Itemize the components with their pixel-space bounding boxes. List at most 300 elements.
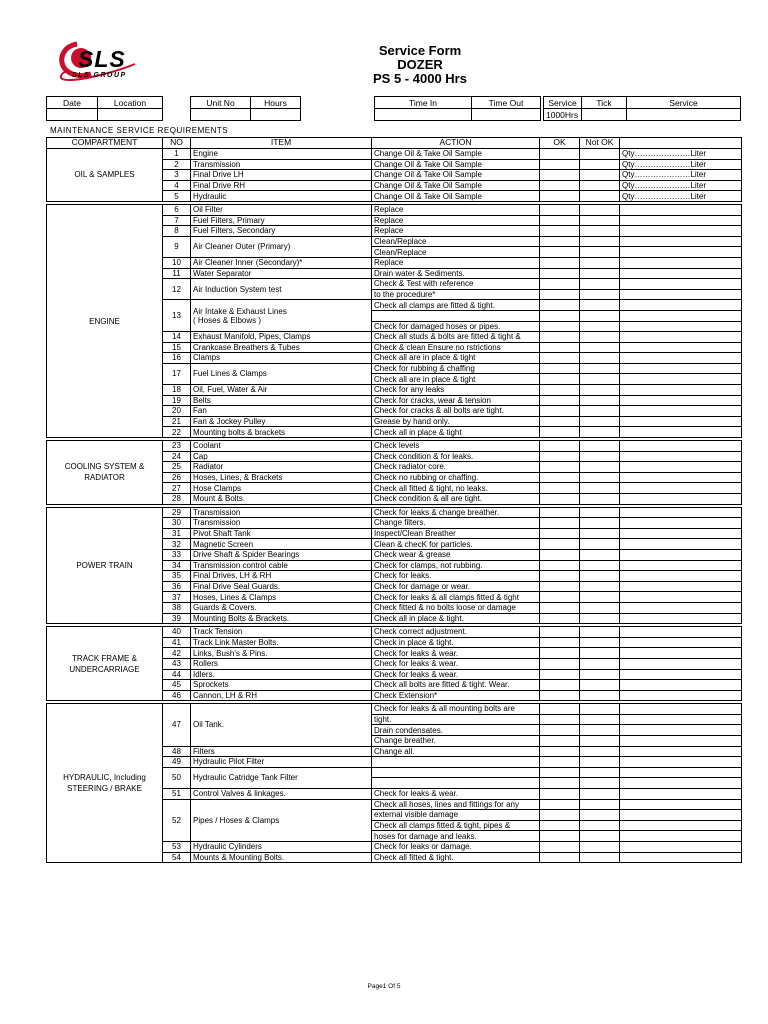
remarks-cell[interactable] bbox=[620, 680, 742, 691]
item-number: 22 bbox=[163, 427, 191, 438]
ok-checkbox[interactable] bbox=[540, 627, 580, 638]
ok-checkbox[interactable] bbox=[540, 494, 580, 505]
remarks-cell[interactable] bbox=[620, 820, 742, 831]
not-ok-checkbox[interactable] bbox=[580, 427, 620, 438]
not-ok-checkbox[interactable] bbox=[580, 416, 620, 427]
not-ok-checkbox[interactable] bbox=[580, 669, 620, 680]
ok-checkbox[interactable] bbox=[540, 226, 580, 237]
service2-field[interactable] bbox=[627, 109, 741, 121]
remarks-cell[interactable] bbox=[620, 374, 742, 385]
item-number: 18 bbox=[163, 385, 191, 396]
remarks-cell[interactable] bbox=[620, 778, 742, 789]
ok-checkbox[interactable] bbox=[540, 571, 580, 582]
remarks-cell[interactable] bbox=[620, 539, 742, 550]
ok-checkbox[interactable] bbox=[540, 637, 580, 648]
not-ok-checkbox[interactable] bbox=[580, 257, 620, 268]
ok-checkbox[interactable] bbox=[540, 518, 580, 529]
not-ok-checkbox[interactable] bbox=[580, 159, 620, 170]
ok-checkbox[interactable] bbox=[540, 842, 580, 853]
not-ok-checkbox[interactable] bbox=[580, 300, 620, 311]
action-cell: Drain condensates. bbox=[372, 725, 540, 736]
item-number: 30 bbox=[163, 518, 191, 529]
item-number: 17 bbox=[163, 363, 191, 384]
ok-checkbox[interactable] bbox=[540, 342, 580, 353]
compartment-cell: ENGINE bbox=[47, 204, 163, 437]
item-name: Air Intake & Exhaust Lines ( Hoses & Elbows ) bbox=[191, 300, 372, 332]
not-ok-checkbox[interactable] bbox=[580, 332, 620, 343]
action-cell: Clean/Replace bbox=[372, 236, 540, 247]
not-ok-checkbox[interactable] bbox=[580, 602, 620, 613]
not-ok-checkbox[interactable] bbox=[580, 180, 620, 191]
not-ok-checkbox[interactable] bbox=[580, 820, 620, 831]
ok-checkbox[interactable] bbox=[540, 472, 580, 483]
item-name: Air Cleaner Inner (Secondary)* bbox=[191, 257, 372, 268]
qty-liter-field[interactable]: Qty…………………Liter bbox=[620, 180, 742, 191]
not-ok-checkbox[interactable] bbox=[580, 363, 620, 374]
remarks-cell[interactable] bbox=[620, 226, 742, 237]
ok-checkbox[interactable] bbox=[540, 483, 580, 494]
remarks-cell[interactable] bbox=[620, 767, 742, 778]
ok-checkbox[interactable] bbox=[540, 427, 580, 438]
item-name: Hoses, Lines & Clamps bbox=[191, 592, 372, 603]
ok-checkbox[interactable] bbox=[540, 236, 580, 247]
item-number: 25 bbox=[163, 462, 191, 473]
action-cell bbox=[372, 778, 540, 789]
ok-checkbox[interactable] bbox=[540, 353, 580, 364]
ok-checkbox[interactable] bbox=[540, 658, 580, 669]
action-cell: to the procedure* bbox=[372, 289, 540, 300]
service-tick-table bbox=[543, 96, 741, 121]
item-number: 52 bbox=[163, 799, 191, 841]
qty-liter-field[interactable]: Qty…………………Liter bbox=[620, 191, 742, 202]
ok-checkbox[interactable] bbox=[540, 736, 580, 747]
remarks-cell[interactable] bbox=[620, 571, 742, 582]
not-ok-checkbox[interactable] bbox=[580, 191, 620, 202]
remarks-cell[interactable] bbox=[620, 658, 742, 669]
ok-checkbox[interactable] bbox=[540, 149, 580, 160]
hours-field[interactable] bbox=[251, 109, 301, 121]
action-cell: Grease by hand only. bbox=[372, 416, 540, 427]
not-ok-checkbox[interactable] bbox=[580, 592, 620, 603]
maintenance-table bbox=[46, 137, 742, 863]
action-cell: Check all clamps are fitted & tight. bbox=[372, 300, 540, 311]
ok-checkbox[interactable] bbox=[540, 363, 580, 374]
ok-checkbox[interactable] bbox=[540, 247, 580, 258]
ok-checkbox[interactable] bbox=[540, 191, 580, 202]
remarks-cell[interactable] bbox=[620, 300, 742, 311]
item-name: Mounting bolts & brackets bbox=[191, 427, 372, 438]
item-number: 36 bbox=[163, 581, 191, 592]
remarks-cell[interactable] bbox=[620, 236, 742, 247]
remarks-cell[interactable] bbox=[620, 363, 742, 374]
service-level: PS 5 - 4000 Hrs bbox=[373, 71, 467, 86]
not-ok-checkbox[interactable] bbox=[580, 472, 620, 483]
item-name: Oil Tank. bbox=[191, 704, 372, 746]
remarks-cell[interactable] bbox=[620, 353, 742, 364]
remarks-cell[interactable] bbox=[620, 560, 742, 571]
no-header: NO bbox=[163, 138, 191, 149]
remarks-cell[interactable] bbox=[620, 416, 742, 427]
remarks-cell[interactable] bbox=[620, 385, 742, 396]
time-in-header: Time In bbox=[375, 97, 472, 109]
not-ok-checkbox[interactable] bbox=[580, 571, 620, 582]
ok-checkbox[interactable] bbox=[540, 528, 580, 539]
not-ok-checkbox[interactable] bbox=[580, 528, 620, 539]
not-ok-checkbox[interactable] bbox=[580, 757, 620, 768]
remarks-cell[interactable] bbox=[620, 725, 742, 736]
time-table bbox=[374, 96, 541, 121]
remarks-cell[interactable] bbox=[620, 528, 742, 539]
action-cell: Check for damaged hoses or pipes. bbox=[372, 321, 540, 332]
item-header: ITEM bbox=[191, 138, 372, 149]
remarks-cell[interactable] bbox=[620, 757, 742, 768]
service-header: Service bbox=[544, 97, 582, 109]
remarks-cell[interactable] bbox=[620, 247, 742, 258]
remarks-cell[interactable] bbox=[620, 332, 742, 343]
item-number: 26 bbox=[163, 472, 191, 483]
not-ok-checkbox[interactable] bbox=[580, 279, 620, 290]
ok-checkbox[interactable] bbox=[540, 539, 580, 550]
item-name: Mounting Bolts & Brackets. bbox=[191, 613, 372, 624]
ok-checkbox[interactable] bbox=[540, 215, 580, 226]
ok-checkbox[interactable] bbox=[540, 385, 580, 396]
action-cell: Check for cracks & all bolts are tight. bbox=[372, 406, 540, 417]
not-ok-checkbox[interactable] bbox=[580, 581, 620, 592]
item-name: Transmission bbox=[191, 507, 372, 518]
remarks-cell[interactable] bbox=[620, 736, 742, 747]
ok-checkbox[interactable] bbox=[540, 690, 580, 701]
not-ok-checkbox[interactable] bbox=[580, 310, 620, 321]
not-ok-checkbox[interactable] bbox=[580, 406, 620, 417]
item-number: 48 bbox=[163, 746, 191, 757]
not-ok-checkbox[interactable] bbox=[580, 226, 620, 237]
action-cell: Check for leaks or damage. bbox=[372, 842, 540, 853]
not-ok-checkbox[interactable] bbox=[580, 778, 620, 789]
ok-checkbox[interactable] bbox=[540, 507, 580, 518]
form-title: Service Form bbox=[378, 43, 462, 58]
not-ok-checkbox[interactable] bbox=[580, 342, 620, 353]
item-name: Final Drive LH bbox=[191, 170, 372, 181]
not-ok-checkbox[interactable] bbox=[580, 353, 620, 364]
item-name: Transmission bbox=[191, 159, 372, 170]
qty-liter-field[interactable]: Qty…………………Liter bbox=[620, 159, 742, 170]
item-number: 33 bbox=[163, 549, 191, 560]
not-ok-checkbox[interactable] bbox=[580, 374, 620, 385]
remarks-cell[interactable] bbox=[620, 799, 742, 810]
not-ok-checkbox[interactable] bbox=[580, 704, 620, 715]
remarks-header bbox=[620, 138, 742, 149]
item-name: Crankcase Breathers & Tubes bbox=[191, 342, 372, 353]
remarks-cell[interactable] bbox=[620, 842, 742, 853]
action-cell: Check & Test with reference bbox=[372, 279, 540, 290]
not-ok-checkbox[interactable] bbox=[580, 321, 620, 332]
remarks-cell[interactable] bbox=[620, 257, 742, 268]
not-ok-checkbox[interactable] bbox=[580, 627, 620, 638]
compartment-cell: POWER TRAIN bbox=[47, 507, 163, 624]
not-ok-checkbox[interactable] bbox=[580, 560, 620, 571]
item-name: Pivot Shaft Tank bbox=[191, 528, 372, 539]
unit-no-field[interactable] bbox=[191, 109, 251, 121]
action-cell: Check all fitted & tight, no leaks. bbox=[372, 483, 540, 494]
remarks-cell[interactable] bbox=[620, 215, 742, 226]
action-cell: Check all in place & tight. bbox=[372, 613, 540, 624]
remarks-cell[interactable] bbox=[620, 441, 742, 452]
not-ok-checkbox[interactable] bbox=[580, 518, 620, 529]
not-ok-checkbox[interactable] bbox=[580, 385, 620, 396]
not-ok-checkbox[interactable] bbox=[580, 658, 620, 669]
item-number: 51 bbox=[163, 789, 191, 800]
item-name: Hydraulic Cylinders bbox=[191, 842, 372, 853]
table-row bbox=[47, 204, 742, 215]
remarks-cell[interactable] bbox=[620, 581, 742, 592]
item-number: 15 bbox=[163, 342, 191, 353]
ok-checkbox[interactable] bbox=[540, 332, 580, 343]
not-ok-header: Not OK bbox=[580, 138, 620, 149]
not-ok-checkbox[interactable] bbox=[580, 149, 620, 160]
remarks-cell[interactable] bbox=[620, 704, 742, 715]
item-name: Guards & Covers. bbox=[191, 602, 372, 613]
item-number: 23 bbox=[163, 441, 191, 452]
remarks-cell[interactable] bbox=[620, 637, 742, 648]
qty-liter-field[interactable]: Qty…………………Liter bbox=[620, 170, 742, 181]
not-ok-checkbox[interactable] bbox=[580, 507, 620, 518]
qty-liter-field[interactable]: Qty…………………Liter bbox=[620, 149, 742, 160]
ok-checkbox[interactable] bbox=[540, 374, 580, 385]
not-ok-checkbox[interactable] bbox=[580, 613, 620, 624]
action-header: ACTION bbox=[372, 138, 540, 149]
remarks-cell[interactable] bbox=[620, 518, 742, 529]
not-ok-checkbox[interactable] bbox=[580, 725, 620, 736]
remarks-cell[interactable] bbox=[620, 321, 742, 332]
ok-checkbox[interactable] bbox=[540, 268, 580, 279]
not-ok-checkbox[interactable] bbox=[580, 483, 620, 494]
item-number: 53 bbox=[163, 842, 191, 853]
remarks-cell[interactable] bbox=[620, 310, 742, 321]
remarks-cell[interactable] bbox=[620, 204, 742, 215]
item-number: 42 bbox=[163, 648, 191, 659]
date-header: Date bbox=[47, 97, 98, 109]
action-cell: Check correct adjustment. bbox=[372, 627, 540, 638]
ok-checkbox[interactable] bbox=[540, 321, 580, 332]
remarks-cell[interactable] bbox=[620, 342, 742, 353]
remarks-cell[interactable] bbox=[620, 279, 742, 290]
logo-text: SLS bbox=[78, 46, 126, 72]
not-ok-checkbox[interactable] bbox=[580, 799, 620, 810]
ok-checkbox[interactable] bbox=[540, 581, 580, 592]
item-name: Transmission bbox=[191, 518, 372, 529]
ok-checkbox[interactable] bbox=[540, 714, 580, 725]
ok-checkbox[interactable] bbox=[540, 159, 580, 170]
not-ok-checkbox[interactable] bbox=[580, 451, 620, 462]
not-ok-checkbox[interactable] bbox=[580, 170, 620, 181]
remarks-cell[interactable] bbox=[620, 714, 742, 725]
ok-checkbox[interactable] bbox=[540, 602, 580, 613]
not-ok-checkbox[interactable] bbox=[580, 690, 620, 701]
item-number: 47 bbox=[163, 704, 191, 746]
action-cell: Replace bbox=[372, 257, 540, 268]
remarks-cell[interactable] bbox=[620, 549, 742, 560]
remarks-cell[interactable] bbox=[620, 669, 742, 680]
item-name: Air Cleaner Outer (Primary) bbox=[191, 236, 372, 257]
not-ok-checkbox[interactable] bbox=[580, 746, 620, 757]
location-field[interactable] bbox=[98, 109, 163, 121]
remarks-cell[interactable] bbox=[620, 395, 742, 406]
not-ok-checkbox[interactable] bbox=[580, 714, 620, 725]
ok-checkbox[interactable] bbox=[540, 441, 580, 452]
item-number: 5 bbox=[163, 191, 191, 202]
not-ok-checkbox[interactable] bbox=[580, 395, 620, 406]
ok-checkbox[interactable] bbox=[540, 289, 580, 300]
ok-checkbox[interactable] bbox=[540, 416, 580, 427]
remarks-cell[interactable] bbox=[620, 268, 742, 279]
remarks-cell[interactable] bbox=[620, 746, 742, 757]
remarks-cell[interactable] bbox=[620, 472, 742, 483]
remarks-cell[interactable] bbox=[620, 427, 742, 438]
ok-checkbox[interactable] bbox=[540, 204, 580, 215]
item-name: Cannon, LH & RH bbox=[191, 690, 372, 701]
item-number: 1 bbox=[163, 149, 191, 160]
ok-checkbox[interactable] bbox=[540, 789, 580, 800]
remarks-cell[interactable] bbox=[620, 451, 742, 462]
action-cell: Check all fitted & tight. bbox=[372, 852, 540, 863]
remarks-cell[interactable] bbox=[620, 483, 742, 494]
ok-checkbox[interactable] bbox=[540, 680, 580, 691]
item-name: Hose Clamps bbox=[191, 483, 372, 494]
not-ok-checkbox[interactable] bbox=[580, 539, 620, 550]
ok-checkbox[interactable] bbox=[540, 451, 580, 462]
action-cell: Replace bbox=[372, 204, 540, 215]
ok-checkbox[interactable] bbox=[540, 180, 580, 191]
remarks-cell[interactable] bbox=[620, 613, 742, 624]
item-number: 35 bbox=[163, 571, 191, 582]
ok-checkbox[interactable] bbox=[540, 257, 580, 268]
remarks-cell[interactable] bbox=[620, 494, 742, 505]
not-ok-checkbox[interactable] bbox=[580, 236, 620, 247]
table-row bbox=[47, 704, 742, 715]
remarks-cell[interactable] bbox=[620, 602, 742, 613]
ok-checkbox[interactable] bbox=[540, 746, 580, 757]
ok-checkbox[interactable] bbox=[540, 778, 580, 789]
item-name: Fuel Lines & Clamps bbox=[191, 363, 372, 384]
ok-checkbox[interactable] bbox=[540, 549, 580, 560]
not-ok-checkbox[interactable] bbox=[580, 680, 620, 691]
ok-checkbox[interactable] bbox=[540, 592, 580, 603]
ok-checkbox[interactable] bbox=[540, 648, 580, 659]
not-ok-checkbox[interactable] bbox=[580, 441, 620, 452]
ok-checkbox[interactable] bbox=[540, 310, 580, 321]
time-out-header: Time Out bbox=[472, 97, 541, 109]
remarks-cell[interactable] bbox=[620, 789, 742, 800]
action-cell: hoses for damage and leaks. bbox=[372, 831, 540, 842]
not-ok-checkbox[interactable] bbox=[580, 767, 620, 778]
not-ok-checkbox[interactable] bbox=[580, 637, 620, 648]
action-cell: Check all studs & bolts are fitted & tight & bbox=[372, 332, 540, 343]
not-ok-checkbox[interactable] bbox=[580, 494, 620, 505]
ok-checkbox[interactable] bbox=[540, 799, 580, 810]
not-ok-checkbox[interactable] bbox=[580, 247, 620, 258]
remarks-cell[interactable] bbox=[620, 507, 742, 518]
item-name: Final Drives, LH & RH bbox=[191, 571, 372, 582]
ok-checkbox[interactable] bbox=[540, 395, 580, 406]
item-number: 50 bbox=[163, 767, 191, 788]
remarks-cell[interactable] bbox=[620, 648, 742, 659]
item-name: Rollers bbox=[191, 658, 372, 669]
remarks-cell[interactable] bbox=[620, 852, 742, 863]
ok-checkbox[interactable] bbox=[540, 613, 580, 624]
ok-checkbox[interactable] bbox=[540, 725, 580, 736]
action-cell: Check for leaks & wear. bbox=[372, 669, 540, 680]
action-cell: Check fitted & no bolts loose or damage bbox=[372, 602, 540, 613]
remarks-cell[interactable] bbox=[620, 831, 742, 842]
remarks-cell[interactable] bbox=[620, 627, 742, 638]
not-ok-checkbox[interactable] bbox=[580, 268, 620, 279]
not-ok-checkbox[interactable] bbox=[580, 204, 620, 215]
not-ok-checkbox[interactable] bbox=[580, 842, 620, 853]
action-cell: Change Oil & Take Oil Sample bbox=[372, 159, 540, 170]
not-ok-checkbox[interactable] bbox=[580, 736, 620, 747]
item-name: Fan bbox=[191, 406, 372, 417]
not-ok-checkbox[interactable] bbox=[580, 462, 620, 473]
time-out-field[interactable] bbox=[472, 109, 541, 121]
remarks-cell[interactable] bbox=[620, 462, 742, 473]
item-number: 9 bbox=[163, 236, 191, 257]
not-ok-checkbox[interactable] bbox=[580, 789, 620, 800]
ok-checkbox[interactable] bbox=[540, 406, 580, 417]
remarks-cell[interactable] bbox=[620, 810, 742, 821]
remarks-cell[interactable] bbox=[620, 592, 742, 603]
action-cell: Check levels bbox=[372, 441, 540, 452]
item-number: 6 bbox=[163, 204, 191, 215]
ok-checkbox[interactable] bbox=[540, 852, 580, 863]
ok-checkbox[interactable] bbox=[540, 810, 580, 821]
remarks-cell[interactable] bbox=[620, 289, 742, 300]
item-number: 32 bbox=[163, 539, 191, 550]
hours-header: Hours bbox=[251, 97, 301, 109]
item-number: 13 bbox=[163, 300, 191, 332]
not-ok-checkbox[interactable] bbox=[580, 289, 620, 300]
ok-checkbox[interactable] bbox=[540, 462, 580, 473]
remarks-cell[interactable] bbox=[620, 690, 742, 701]
not-ok-checkbox[interactable] bbox=[580, 831, 620, 842]
ok-checkbox[interactable] bbox=[540, 560, 580, 571]
ok-checkbox[interactable] bbox=[540, 300, 580, 311]
date-field[interactable] bbox=[47, 109, 98, 121]
ok-checkbox[interactable] bbox=[540, 757, 580, 768]
not-ok-checkbox[interactable] bbox=[580, 810, 620, 821]
not-ok-checkbox[interactable] bbox=[580, 648, 620, 659]
action-cell: Check all clamps fitted & tight, pipes & bbox=[372, 820, 540, 831]
ok-checkbox[interactable] bbox=[540, 170, 580, 181]
item-number: 16 bbox=[163, 353, 191, 364]
location-header: Location bbox=[98, 97, 163, 109]
ok-checkbox[interactable] bbox=[540, 704, 580, 715]
not-ok-checkbox[interactable] bbox=[580, 215, 620, 226]
remarks-cell[interactable] bbox=[620, 406, 742, 417]
item-name: Magnetic Screen bbox=[191, 539, 372, 550]
tick-field[interactable] bbox=[582, 109, 627, 121]
ok-checkbox[interactable] bbox=[540, 767, 580, 778]
item-name: Exhaust Manifold, Pipes, Clamps bbox=[191, 332, 372, 343]
not-ok-checkbox[interactable] bbox=[580, 852, 620, 863]
not-ok-checkbox[interactable] bbox=[580, 549, 620, 560]
item-name: Mount & Bolts. bbox=[191, 494, 372, 505]
action-cell: Change filters. bbox=[372, 518, 540, 529]
ok-checkbox[interactable] bbox=[540, 820, 580, 831]
time-in-field[interactable] bbox=[375, 109, 472, 121]
ok-checkbox[interactable] bbox=[540, 831, 580, 842]
ok-checkbox[interactable] bbox=[540, 669, 580, 680]
ok-checkbox[interactable] bbox=[540, 279, 580, 290]
